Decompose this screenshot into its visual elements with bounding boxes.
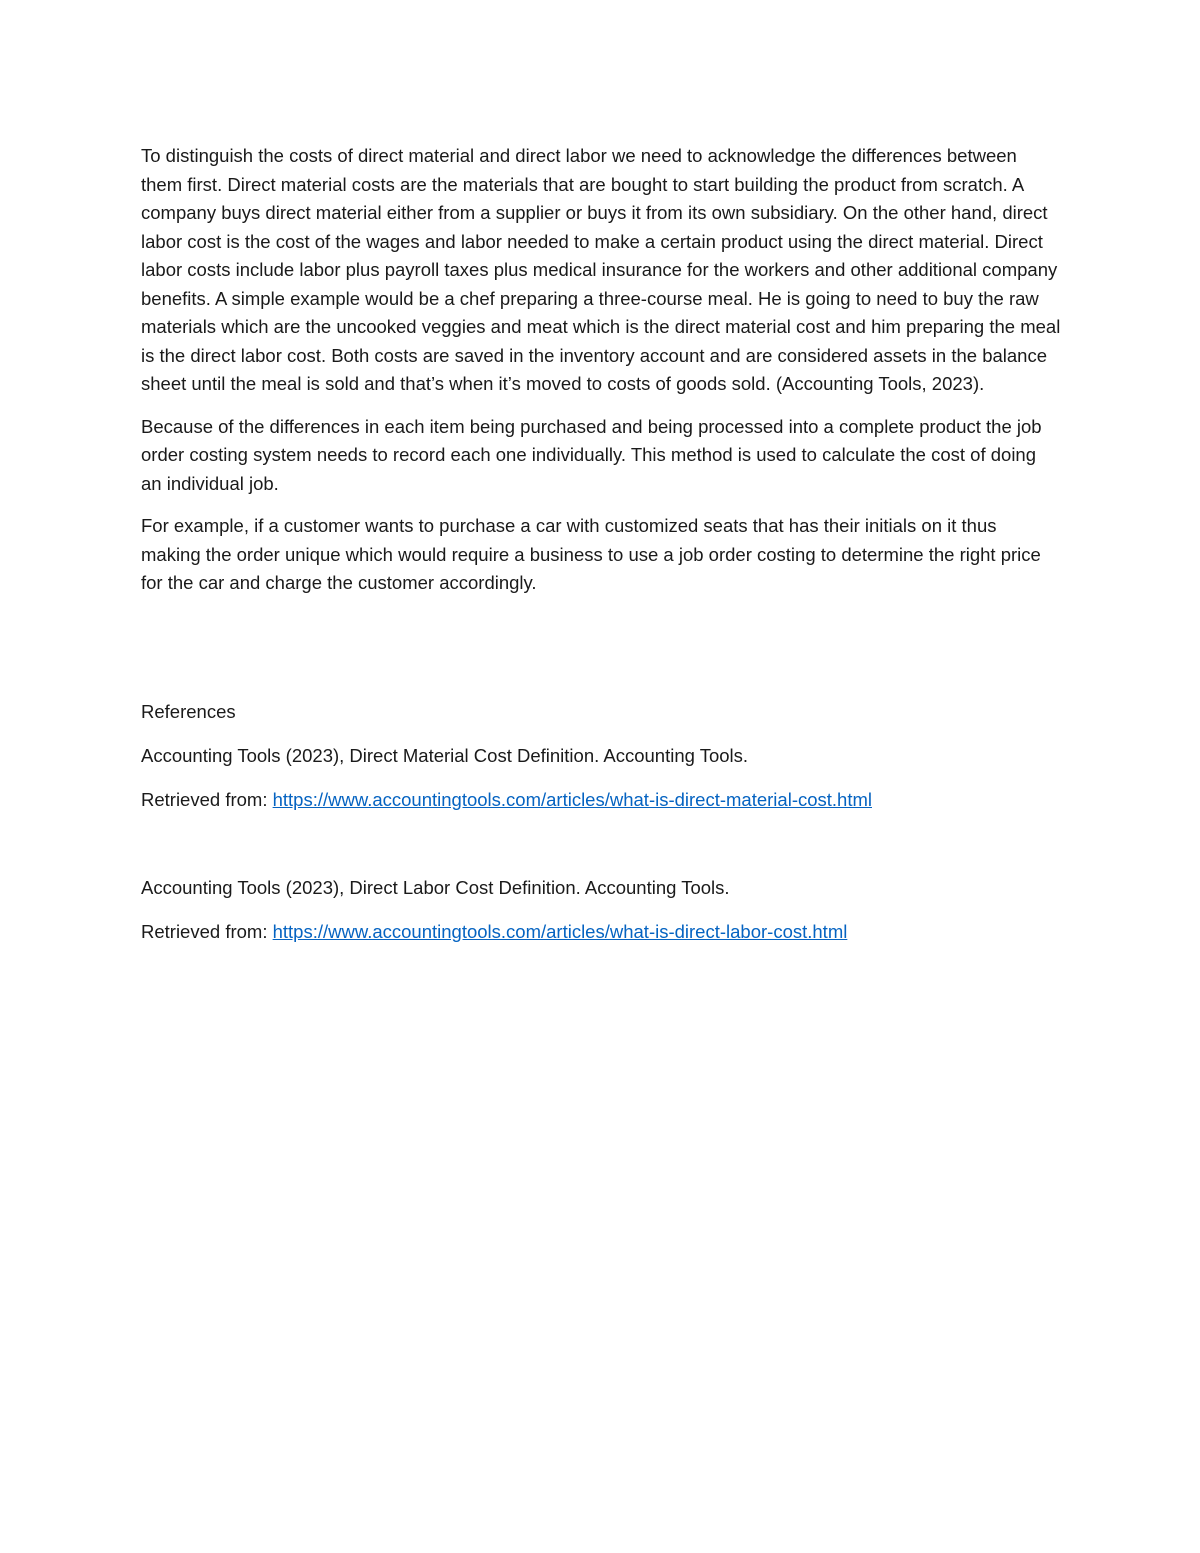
paragraph-job-order-costing: Because of the differences in each item being purchased and being processed into a complete product the job order costing system needs to record each one individually. This method is used to calculate the cost of doing an individual job. (141, 415, 1042, 494)
paragraph-direct-costs: To distinguish the costs of direct material and direct labor we need to acknowledge the differences between them first. Direct material costs are the materials that are bought to start building the product from scratch. A company buys direct material either from a supplier or buys it from its own subsidiary. On the other hand, direct labor cost is the cost of the wages and labor needed to make a certain product using the direct material. Direct labor costs include labor plus payroll taxes plus medical insurance for the workers and other additional company benefits. A simple example would be a chef preparing a three-course meal. He is going to need to buy the raw materials which are the uncooked veggies and meat which is the direct material cost and him preparing the meal is the direct labor cost. Both costs are saved in the inventory account and are considered assets in the balance sheet until the meal is sold and that’s when it’s moved to costs of goods sold. (Accounting Tools, 2023). (141, 145, 1061, 394)
reference-link-direct-material[interactable]: https://www.accountingtools.com/articles/what-is-direct-material-cost.html (272, 788, 872, 810)
reference-link-direct-labor[interactable]: https://www.accountingtools.com/articles/what-is-direct-labor-cost.html (272, 920, 848, 942)
retrieved-label: Retrieved from: (141, 788, 273, 810)
paragraph-example: For example, if a customer wants to purchase a car with customized seats that has their initials on it thus making the order unique which would require a business to use a job order costing to determine the right price for the car and charge the customer accordingly. (141, 515, 1041, 593)
references-section (141, 698, 1061, 946)
retrieved-label: Retrieved from: (141, 920, 273, 942)
spacer (141, 612, 1061, 698)
document-page (141, 142, 1061, 962)
reference-retrieved (141, 918, 1061, 946)
spacer (141, 830, 1061, 874)
references-heading: References (141, 700, 236, 722)
reference-citation: Accounting Tools (2023), Direct Material Cost Definition. Accounting Tools. (141, 744, 749, 766)
reference-citation: Accounting Tools (2023), Direct Labor Cost Definition. Accounting Tools. (141, 876, 730, 898)
reference-retrieved (141, 786, 1061, 814)
